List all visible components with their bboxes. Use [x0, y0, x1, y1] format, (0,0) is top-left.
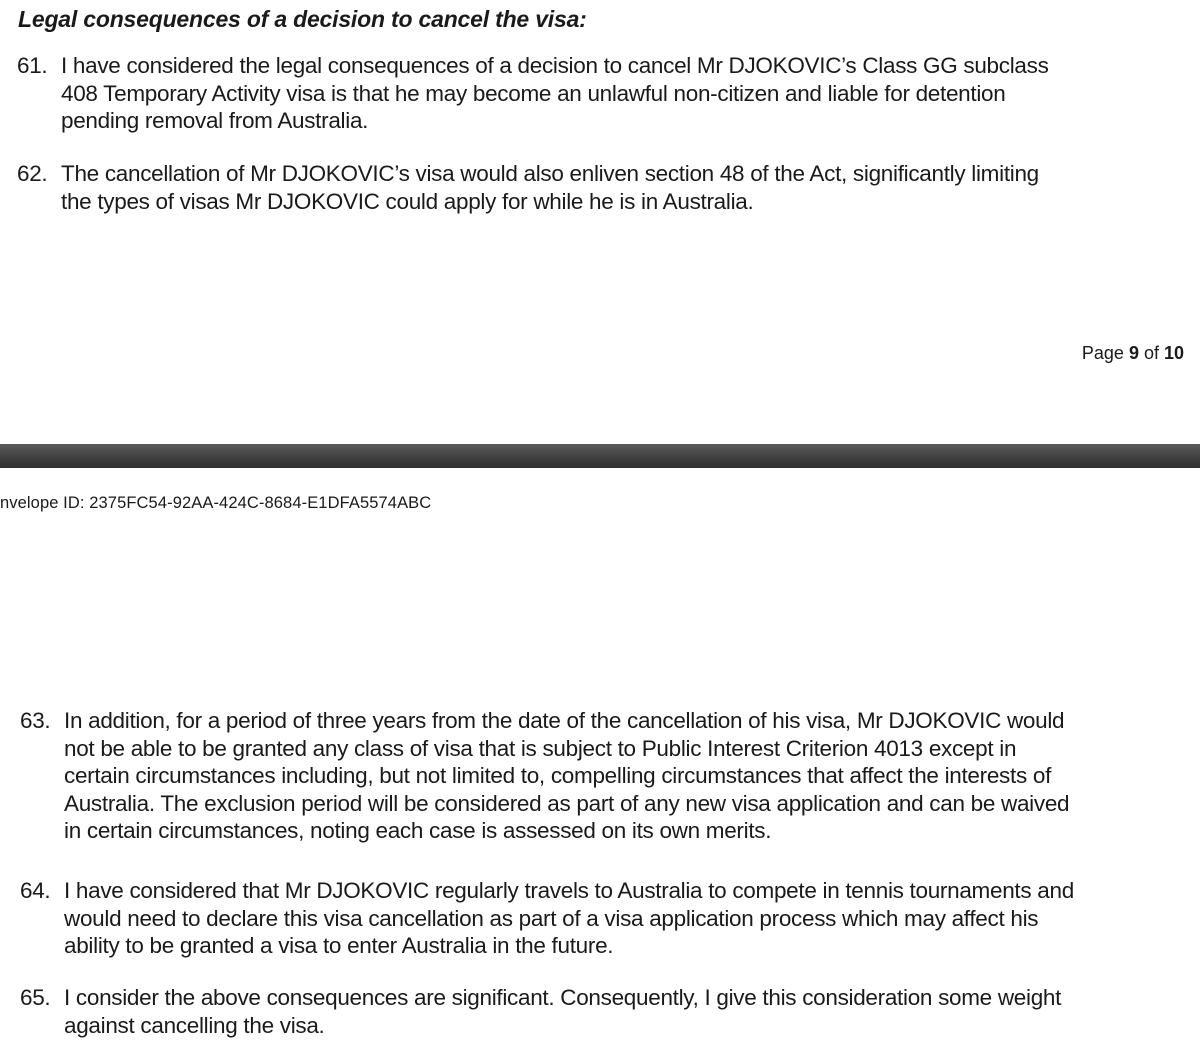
document-page-top — [0, 0, 1200, 444]
paragraph-line: I consider the above consequences are significant. Consequently, I give this consideration some weight — [64, 985, 1062, 1010]
paragraph-text — [64, 877, 1074, 960]
paragraph-line: would need to declare this visa cancellation as part of a visa application process which may affect his — [64, 905, 1039, 931]
envelope-id: nvelope ID: 2375FC54-92AA-424C-8684-E1DFA5574ABC — [0, 494, 432, 512]
paragraph-text — [64, 984, 1061, 1039]
paragraph-text — [61, 52, 1049, 135]
paragraph-line: 408 Temporary Activity visa is that he may become an unlawful non-citizen and liable for detention — [61, 80, 1006, 106]
page-number-current: 9 — [1128, 343, 1139, 363]
paragraph-line: The cancellation of Mr DJOKOVIC’s visa would also enliven section 48 of the Act, significantly limiting — [61, 161, 1039, 186]
paragraph-number: 65. — [20, 985, 51, 1010]
document-page-bottom — [0, 468, 1200, 1047]
paragraph-line: not be able to be granted any class of visa that is subject to Public Interest Criterion 4013 except in — [64, 735, 1017, 761]
paragraph-number: 62. — [17, 161, 48, 186]
paragraph-number: 61. — [17, 53, 48, 78]
paragraph-line: the types of visas Mr DJOKOVIC could apply for while he is in Australia. — [61, 188, 754, 214]
paragraph-line: Australia. The exclusion period will be considered as part of any new visa application and can be waived — [64, 790, 1070, 816]
page-number-total: 10 — [1163, 343, 1184, 363]
paragraph-line: I have considered the legal consequences of a decision to cancel Mr DJOKOVIC’s Class GG subclass — [61, 53, 1049, 78]
paragraph-line: In addition, for a period of three years from the date of the cancellation of his visa, Mr DJOKOVIC would — [64, 708, 1065, 733]
page-number-prefix: Page — [1081, 343, 1129, 363]
paragraph-text — [64, 707, 1069, 845]
paragraph-number: 64. — [20, 878, 51, 903]
paragraph-line: against cancelling the visa. — [64, 1012, 325, 1038]
paragraph-line: pending removal from Australia. — [61, 108, 369, 133]
page-divider — [0, 444, 1200, 468]
paragraph-line: ability to be granted a visa to enter Australia in the future. — [64, 933, 614, 958]
paragraph-text — [61, 160, 1039, 215]
paragraph-line: certain circumstances including, but not limited to, compelling circumstances that affect the interests of — [64, 763, 1052, 788]
page-number — [1082, 343, 1184, 364]
section-heading: Legal consequences of a decision to cancel the visa: — [18, 6, 587, 32]
page-number-separator: of — [1138, 343, 1164, 363]
paragraph-line: in certain circumstances, noting each case is assessed on its own merits. — [64, 818, 772, 843]
paragraph-number: 63. — [20, 708, 51, 733]
paragraph-line: I have considered that Mr DJOKOVIC regularly travels to Australia to compete in tennis tournaments and — [64, 878, 1074, 903]
